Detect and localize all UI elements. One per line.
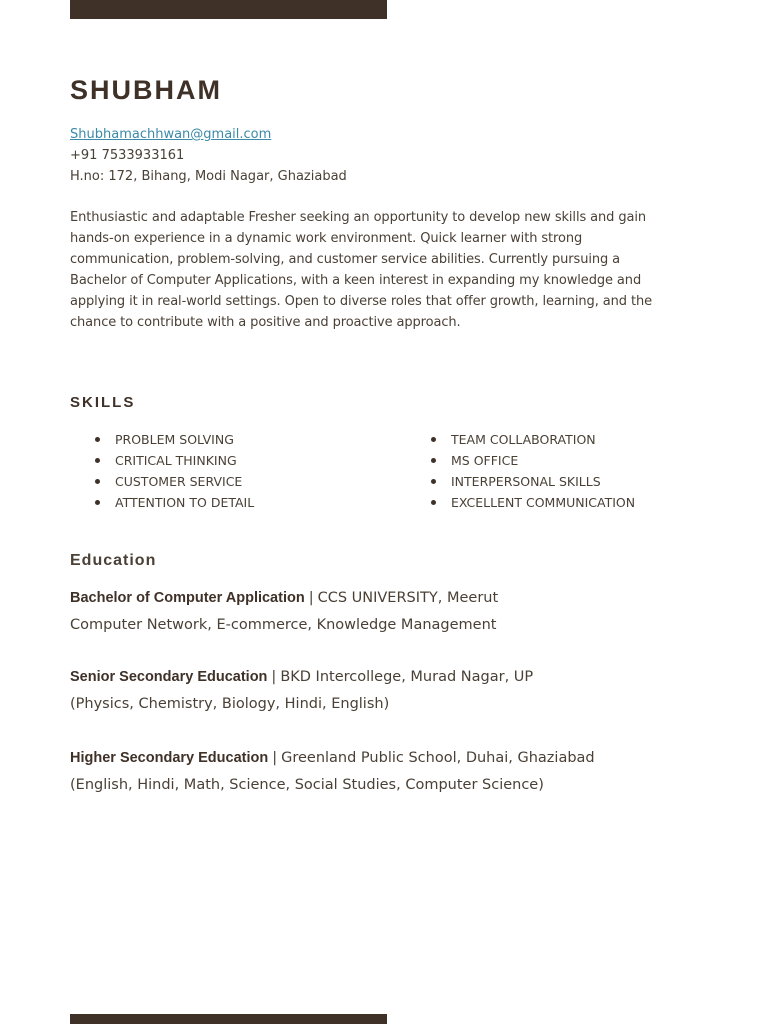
skill-item: INTERPERSONAL SKILLS <box>429 471 635 492</box>
skill-item: CRITICAL THINKING <box>93 450 254 471</box>
separator: | <box>272 750 278 766</box>
bottom-accent-bar <box>70 1014 387 1024</box>
education-degree: Higher Secondary Education <box>70 750 269 766</box>
top-accent-bar <box>70 0 387 19</box>
skill-item: CUSTOMER SERVICE <box>93 471 254 492</box>
skills-list-left <box>93 429 254 513</box>
education-entry <box>70 585 498 639</box>
separator: | <box>308 590 314 606</box>
education-details: Computer Network, E-commerce, Knowledge Management <box>70 617 497 633</box>
education-entry <box>70 745 595 799</box>
skill-item: TEAM COLLABORATION <box>429 429 635 450</box>
education-institution: BKD Intercollege, Murad Nagar, UP <box>280 669 534 685</box>
education-degree: Senior Secondary Education <box>70 669 268 685</box>
skill-item: PROBLEM SOLVING <box>93 429 254 450</box>
skill-item: ATTENTION TO DETAIL <box>93 492 254 513</box>
contact-block <box>70 124 347 187</box>
skills-heading: SKILLS <box>70 394 136 411</box>
skill-item: MS OFFICE <box>429 450 635 471</box>
skill-item: EXCELLENT COMMUNICATION <box>429 492 635 513</box>
education-heading: Education <box>70 552 157 569</box>
education-institution: Greenland Public School, Duhai, Ghaziabad <box>281 750 595 766</box>
candidate-name: SHUBHAM <box>70 75 222 105</box>
education-institution: CCS UNIVERSITY, Meerut <box>317 590 499 606</box>
education-degree: Bachelor of Computer Application <box>70 590 305 606</box>
skills-list-right <box>429 429 635 513</box>
professional-summary: Enthusiastic and adaptable Fresher seeking an opportunity to develop new skills and gain hands-on experience in a dynamic work environment. Quick learner with strong communication, problem-solving, and customer service abilities. Currently pursuing a Bachelor of Computer Applications, with a keen interest in expanding my knowledge and applying it in real-world settings. Open to diverse roles that offer growth, learning, and the chance to contribute with a positive and proactive approach. <box>70 210 652 330</box>
address: H.no: 172, Bihang, Modi Nagar, Ghaziabad <box>70 169 347 184</box>
phone-number: +91 7533933161 <box>70 148 185 163</box>
education-entry <box>70 664 533 718</box>
education-details: (Physics, Chemistry, Biology, Hindi, English) <box>70 696 390 712</box>
education-details: (English, Hindi, Math, Science, Social Studies, Computer Science) <box>70 777 544 793</box>
separator: | <box>271 669 277 685</box>
email-link[interactable]: Shubhamachhwan@gmail.com <box>70 127 272 142</box>
